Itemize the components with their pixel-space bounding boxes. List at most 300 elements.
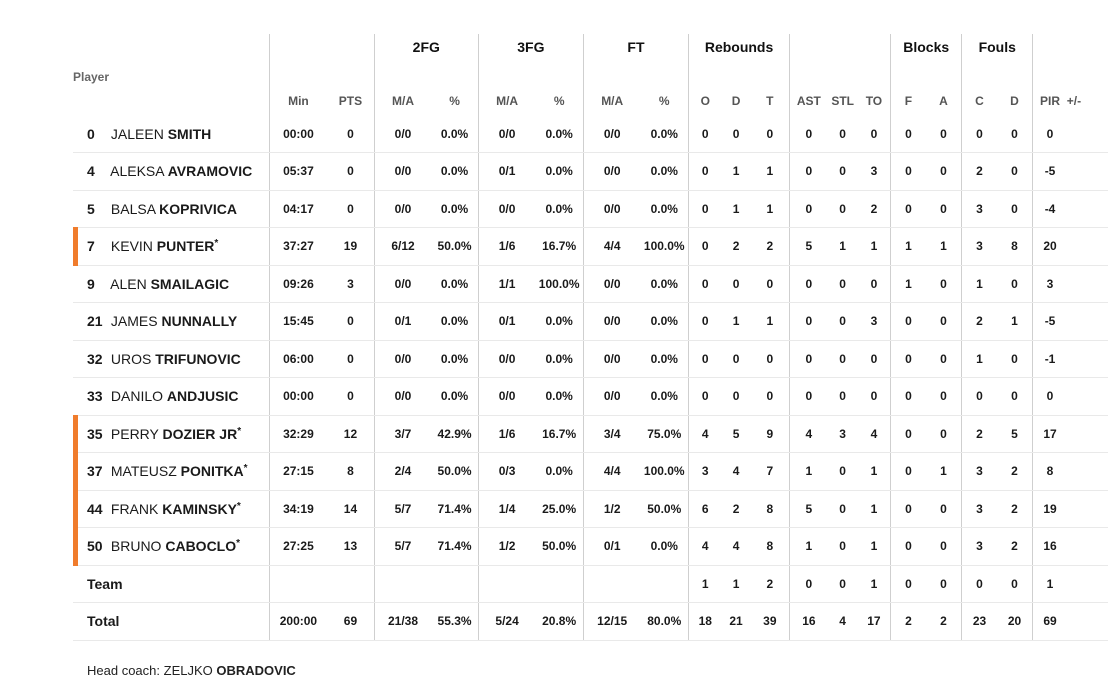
starter-indicator	[73, 527, 78, 566]
cell-to: 1	[858, 565, 891, 603]
cell-fg3-ma: 0/0	[478, 378, 535, 416]
col-blk-f[interactable]: F	[891, 60, 926, 115]
cell-reb-t: 2	[751, 565, 790, 603]
player-first-name: PERRY	[110, 425, 159, 442]
cell-reb-o: 0	[689, 190, 722, 228]
starter-asterisk: *	[237, 425, 242, 437]
player-last-name[interactable]: PONITKA	[180, 463, 244, 480]
cell-reb-d: 1	[722, 565, 751, 603]
cell-ft-ma: 3/4	[583, 415, 640, 453]
cell-fg3-ma: 0/0	[478, 190, 535, 228]
head-coach	[87, 663, 296, 678]
cell-blk-f: 0	[891, 528, 926, 566]
cell-fg2-ma: 2/4	[374, 453, 431, 491]
cell-blk-f: 0	[891, 378, 926, 416]
cell-reb-d: 4	[722, 528, 751, 566]
player-name-cell[interactable]	[73, 340, 269, 378]
cell-blk-a: 2	[926, 603, 962, 641]
player-row	[73, 265, 1108, 303]
cell-reb-t: 0	[751, 115, 790, 153]
cell-ft-ma: 0/0	[583, 303, 640, 341]
cell-fg3-pct: 20.8%	[535, 603, 583, 641]
col-reb-t[interactable]: T	[766, 94, 774, 108]
group-fouls: Fouls	[962, 34, 1033, 60]
cell-fg2-ma: 5/7	[374, 528, 431, 566]
player-row	[73, 115, 1108, 153]
player-name-cell[interactable]	[73, 453, 269, 491]
cell-reb-o: 1	[689, 565, 722, 603]
cell-reb-d: 0	[722, 378, 751, 416]
cell-ft-ma: 0/1	[583, 528, 640, 566]
cell-pts: 0	[327, 303, 374, 341]
cell-ast: 5	[790, 228, 828, 266]
cell-plus-minus	[1067, 490, 1108, 528]
cell-fg3-ma: 0/0	[478, 340, 535, 378]
cell-plus-minus	[1067, 415, 1108, 453]
cell-fg2-pct: 71.4%	[431, 490, 478, 528]
total-label: Total	[73, 603, 269, 641]
cell-reb-d: 1	[722, 153, 751, 191]
col-3fg-ma[interactable]: M/A	[478, 60, 535, 115]
starter-indicator	[73, 490, 78, 529]
player-first-name: BRUNO	[110, 538, 162, 555]
boxscore-container	[73, 34, 1108, 641]
cell-foul-c: 0	[962, 378, 997, 416]
col-2fg-pct[interactable]: %	[449, 94, 460, 108]
cell-foul-d: 5	[997, 415, 1033, 453]
player-name-cell[interactable]	[73, 190, 269, 228]
cell-blk-a: 0	[926, 565, 962, 603]
boxscore-table	[73, 34, 1108, 641]
cell-foul-c: 3	[962, 228, 997, 266]
cell-fg2-pct	[431, 565, 478, 603]
cell-ft-ma: 0/0	[583, 190, 640, 228]
player-name-cell[interactable]	[73, 378, 269, 416]
col-player[interactable]: Player	[73, 70, 110, 84]
cell-min: 200:00	[269, 603, 327, 641]
cell-to: 1	[858, 528, 891, 566]
cell-reb-t: 2	[751, 228, 790, 266]
cell-foul-c: 1	[962, 265, 997, 303]
cell-fg3-ma: 0/1	[478, 153, 535, 191]
cell-fg3-ma: 1/6	[478, 415, 535, 453]
cell-fg3-pct: 0.0%	[535, 190, 583, 228]
cell-pir: 19	[1033, 490, 1067, 528]
cell-stl: 0	[828, 153, 858, 191]
cell-foul-c: 0	[962, 115, 997, 153]
cell-ft-ma: 0/0	[583, 115, 640, 153]
cell-foul-c: 1	[962, 340, 997, 378]
player-row	[73, 228, 1108, 266]
player-last-name[interactable]: PUNTER	[156, 238, 215, 255]
cell-pts: 12	[327, 415, 374, 453]
col-ft-ma[interactable]: M/A	[583, 60, 640, 115]
cell-ft-pct: 100.0%	[640, 228, 688, 266]
cell-pts: 0	[327, 153, 374, 191]
player-first-name: FRANK	[110, 500, 159, 517]
player-row	[73, 303, 1108, 341]
cell-blk-f: 0	[891, 415, 926, 453]
col-pir[interactable]: PIR	[1033, 60, 1067, 115]
cell-stl: 0	[828, 303, 858, 341]
cell-plus-minus	[1067, 303, 1108, 341]
cell-fg3-pct: 100.0%	[535, 265, 583, 303]
cell-pir: 1	[1033, 565, 1067, 603]
player-number: 21	[87, 313, 103, 330]
cell-fg2-pct: 55.3%	[431, 603, 478, 641]
cell-plus-minus	[1067, 228, 1108, 266]
cell-reb-o: 18	[689, 603, 722, 641]
col-pts[interactable]: PTS	[338, 94, 363, 108]
cell-foul-d: 0	[997, 565, 1033, 603]
player-name-cell[interactable]	[73, 265, 269, 303]
cell-min: 06:00	[269, 340, 327, 378]
cell-blk-f: 0	[891, 190, 926, 228]
cell-foul-c: 3	[962, 190, 997, 228]
cell-to: 2	[858, 190, 891, 228]
cell-pts: 0	[327, 190, 374, 228]
starter-indicator	[73, 227, 78, 266]
cell-fg2-ma: 0/0	[374, 378, 431, 416]
group-rebounds: Rebounds	[689, 34, 790, 60]
cell-pts: 3	[327, 265, 374, 303]
cell-to: 3	[858, 303, 891, 341]
cell-ast: 0	[790, 190, 828, 228]
player-row	[73, 190, 1108, 228]
cell-pir: -5	[1033, 303, 1067, 341]
player-first-name: JALEEN	[110, 125, 164, 142]
player-name-cell[interactable]	[73, 415, 269, 453]
cell-min: 00:00	[269, 378, 327, 416]
cell-fg3-ma: 0/0	[478, 115, 535, 153]
cell-fg2-ma: 6/12	[374, 228, 431, 266]
cell-blk-f: 0	[891, 490, 926, 528]
starter-asterisk: *	[236, 538, 241, 550]
cell-ft-ma: 4/4	[583, 228, 640, 266]
cell-to: 17	[858, 603, 891, 641]
cell-ft-ma	[583, 565, 640, 603]
group-header-row	[73, 34, 1108, 60]
cell-blk-a: 0	[926, 153, 962, 191]
player-name-cell[interactable]	[73, 115, 269, 153]
cell-blk-a: 1	[926, 453, 962, 491]
cell-reb-o: 4	[689, 415, 722, 453]
cell-ft-pct: 0.0%	[640, 340, 688, 378]
cell-reb-o: 0	[689, 340, 722, 378]
starter-asterisk: *	[236, 500, 241, 512]
cell-foul-d: 0	[997, 340, 1033, 378]
cell-ft-ma: 0/0	[583, 340, 640, 378]
cell-pts: 0	[327, 378, 374, 416]
cell-plus-minus	[1067, 265, 1108, 303]
cell-pir: 69	[1033, 603, 1067, 641]
cell-pir: 16	[1033, 528, 1067, 566]
cell-fg2-ma: 0/1	[374, 303, 431, 341]
cell-pts: 8	[327, 453, 374, 491]
cell-fg2-pct: 0.0%	[431, 303, 478, 341]
col-to[interactable]: TO	[865, 94, 883, 108]
cell-fg2-ma: 0/0	[374, 340, 431, 378]
cell-fg3-pct: 0.0%	[535, 153, 583, 191]
cell-fg3-pct: 16.7%	[535, 415, 583, 453]
col-plus-minus[interactable]: +/-	[1066, 94, 1082, 108]
group-blocks: Blocks	[891, 34, 962, 60]
cell-reb-o: 3	[689, 453, 722, 491]
player-number: 0	[87, 125, 95, 142]
cell-reb-t: 1	[751, 303, 790, 341]
cell-foul-d: 8	[997, 228, 1033, 266]
cell-fg3-ma: 5/24	[478, 603, 535, 641]
cell-ast: 0	[790, 378, 828, 416]
cell-reb-t: 8	[751, 490, 790, 528]
cell-reb-d: 2	[722, 228, 751, 266]
cell-stl: 0	[828, 265, 858, 303]
col-stl[interactable]: STL	[831, 94, 854, 108]
player-name-cell[interactable]	[73, 153, 269, 191]
cell-ast: 0	[790, 340, 828, 378]
cell-reb-t: 8	[751, 528, 790, 566]
head-coach-last[interactable]: OBRADOVIC	[216, 663, 296, 678]
cell-reb-d: 1	[722, 303, 751, 341]
player-last-name[interactable]: ANDJUSIC	[166, 388, 239, 405]
cell-ft-ma: 0/0	[583, 153, 640, 191]
cell-reb-o: 4	[689, 528, 722, 566]
player-last-name[interactable]: AVRAMOVIC	[167, 163, 253, 180]
cell-foul-c: 2	[962, 153, 997, 191]
cell-ast: 1	[790, 453, 828, 491]
starter-asterisk: *	[214, 238, 219, 250]
cell-foul-c: 2	[962, 415, 997, 453]
cell-reb-d: 0	[722, 340, 751, 378]
cell-pir: 3	[1033, 265, 1067, 303]
cell-fg3-pct: 0.0%	[535, 303, 583, 341]
cell-pts	[327, 565, 374, 603]
cell-ft-pct: 80.0%	[640, 603, 688, 641]
player-first-name: KEVIN	[110, 238, 153, 255]
cell-plus-minus	[1067, 565, 1108, 603]
cell-plus-minus	[1067, 603, 1108, 641]
cell-min: 27:25	[269, 528, 327, 566]
col-3fg-pct[interactable]: %	[553, 94, 565, 108]
player-number: 44	[87, 500, 103, 517]
player-first-name: UROS	[110, 350, 152, 367]
cell-ft-pct: 100.0%	[640, 453, 688, 491]
cell-ast: 0	[790, 565, 828, 603]
cell-plus-minus	[1067, 378, 1108, 416]
cell-foul-d: 0	[997, 115, 1033, 153]
col-blk-a[interactable]: A	[939, 94, 948, 108]
player-name-cell[interactable]	[73, 228, 269, 266]
cell-fg2-pct: 0.0%	[431, 340, 478, 378]
cell-fg2-ma: 21/38	[374, 603, 431, 641]
cell-ft-pct: 0.0%	[640, 378, 688, 416]
cell-ft-pct: 75.0%	[640, 415, 688, 453]
col-2fg-ma[interactable]: M/A	[374, 60, 431, 115]
cell-min: 15:45	[269, 303, 327, 341]
player-row	[73, 340, 1108, 378]
cell-ast: 0	[790, 153, 828, 191]
cell-reb-d: 0	[722, 265, 751, 303]
cell-foul-c: 2	[962, 303, 997, 341]
player-last-name[interactable]: SMAILAGIC	[150, 275, 230, 292]
player-number: 32	[87, 350, 103, 367]
cell-fg2-pct: 50.0%	[431, 453, 478, 491]
cell-blk-f: 0	[891, 303, 926, 341]
cell-plus-minus	[1067, 528, 1108, 566]
cell-fg2-ma: 0/0	[374, 190, 431, 228]
cell-pir: 20	[1033, 228, 1067, 266]
player-name-cell[interactable]	[73, 303, 269, 341]
head-coach-label: Head coach:	[87, 663, 160, 678]
cell-ft-ma: 4/4	[583, 453, 640, 491]
col-reb-d[interactable]: D	[731, 94, 741, 108]
col-ast[interactable]: AST	[790, 60, 828, 115]
cell-fg3-ma: 1/6	[478, 228, 535, 266]
cell-to: 0	[858, 265, 891, 303]
cell-pir: -4	[1033, 190, 1067, 228]
player-last-name[interactable]: KAMINSKY	[162, 500, 237, 517]
cell-foul-d: 0	[997, 153, 1033, 191]
player-last-name[interactable]: KOPRIVICA	[159, 200, 237, 217]
cell-foul-c: 3	[962, 528, 997, 566]
cell-foul-d: 0	[997, 265, 1033, 303]
cell-ft-pct: 0.0%	[640, 528, 688, 566]
boxscore-body	[73, 115, 1108, 640]
cell-ft-ma: 1/2	[583, 490, 640, 528]
cell-reb-t: 0	[751, 340, 790, 378]
cell-min: 09:26	[269, 265, 327, 303]
cell-foul-d: 0	[997, 378, 1033, 416]
cell-pir: 17	[1033, 415, 1067, 453]
col-ft-pct[interactable]: %	[658, 94, 670, 108]
cell-blk-a: 1	[926, 228, 962, 266]
cell-stl: 0	[828, 490, 858, 528]
player-last-name[interactable]: CABOCLO	[165, 538, 237, 555]
cell-pts: 13	[327, 528, 374, 566]
cell-reb-d: 21	[722, 603, 751, 641]
cell-min: 04:17	[269, 190, 327, 228]
cell-to: 0	[858, 340, 891, 378]
cell-ft-pct: 50.0%	[640, 490, 688, 528]
cell-fg2-ma: 0/0	[374, 153, 431, 191]
cell-reb-t: 1	[751, 153, 790, 191]
cell-foul-d: 2	[997, 453, 1033, 491]
cell-reb-o: 0	[689, 228, 722, 266]
cell-reb-t: 9	[751, 415, 790, 453]
cell-blk-a: 0	[926, 490, 962, 528]
player-row	[73, 528, 1108, 566]
cell-fg3-ma: 1/2	[478, 528, 535, 566]
cell-blk-a: 0	[926, 528, 962, 566]
player-last-name[interactable]: TRIFUNOVIC	[155, 350, 241, 367]
cell-blk-f: 0	[891, 565, 926, 603]
cell-ast: 0	[790, 115, 828, 153]
cell-min	[269, 565, 327, 603]
cell-reb-d: 5	[722, 415, 751, 453]
cell-min: 00:00	[269, 115, 327, 153]
team-label: Team	[73, 565, 269, 603]
head-coach-first: ZELJKO	[163, 663, 213, 678]
cell-foul-d: 2	[997, 528, 1033, 566]
cell-to: 1	[858, 228, 891, 266]
cell-reb-o: 0	[689, 115, 722, 153]
cell-blk-a: 0	[926, 415, 962, 453]
player-last-name[interactable]: DOZIER JR	[162, 425, 238, 442]
col-foul-c[interactable]: C	[962, 60, 997, 115]
cell-foul-d: 0	[997, 190, 1033, 228]
cell-stl: 0	[828, 115, 858, 153]
cell-stl: 1	[828, 228, 858, 266]
player-first-name: BALSA	[110, 200, 156, 217]
player-name-cell[interactable]	[73, 490, 269, 528]
cell-stl: 3	[828, 415, 858, 453]
cell-foul-d: 1	[997, 303, 1033, 341]
cell-foul-d: 20	[997, 603, 1033, 641]
cell-stl: 0	[828, 340, 858, 378]
col-foul-d[interactable]: D	[1010, 94, 1019, 108]
cell-plus-minus	[1067, 115, 1108, 153]
cell-foul-d: 2	[997, 490, 1033, 528]
cell-to: 0	[858, 378, 891, 416]
cell-blk-a: 0	[926, 378, 962, 416]
cell-fg3-ma: 0/1	[478, 303, 535, 341]
player-name-cell[interactable]	[73, 528, 269, 566]
cell-reb-d: 4	[722, 453, 751, 491]
player-first-name: ALEKSA	[110, 163, 164, 180]
player-number: 33	[87, 388, 103, 405]
cell-fg3-pct: 0.0%	[535, 378, 583, 416]
cell-ft-pct	[640, 565, 688, 603]
cell-foul-c: 3	[962, 490, 997, 528]
cell-fg3-pct: 25.0%	[535, 490, 583, 528]
cell-plus-minus	[1067, 453, 1108, 491]
cell-reb-d: 2	[722, 490, 751, 528]
cell-fg2-ma: 3/7	[374, 415, 431, 453]
cell-blk-a: 0	[926, 303, 962, 341]
cell-reb-o: 0	[689, 303, 722, 341]
cell-fg2-pct: 0.0%	[431, 153, 478, 191]
cell-min: 32:29	[269, 415, 327, 453]
cell-blk-a: 0	[926, 340, 962, 378]
cell-to: 1	[858, 490, 891, 528]
cell-min: 05:37	[269, 153, 327, 191]
col-min[interactable]: Min	[269, 60, 327, 115]
cell-pts: 14	[327, 490, 374, 528]
cell-blk-a: 0	[926, 265, 962, 303]
col-reb-o[interactable]: O	[689, 60, 722, 115]
player-last-name[interactable]: SMITH	[167, 125, 212, 142]
cell-pir: 0	[1033, 378, 1067, 416]
cell-fg3-ma: 0/3	[478, 453, 535, 491]
group-3fg: 3FG	[478, 34, 583, 60]
cell-ft-ma: 0/0	[583, 378, 640, 416]
player-row	[73, 153, 1108, 191]
cell-stl: 0	[828, 378, 858, 416]
cell-ast: 0	[790, 265, 828, 303]
player-last-name[interactable]: NUNNALLY	[161, 313, 238, 330]
column-header-row	[73, 60, 1108, 115]
player-row	[73, 378, 1108, 416]
cell-foul-c: 23	[962, 603, 997, 641]
cell-reb-d: 0	[722, 115, 751, 153]
cell-reb-t: 0	[751, 378, 790, 416]
cell-reb-t: 1	[751, 190, 790, 228]
cell-min: 37:27	[269, 228, 327, 266]
cell-fg3-ma	[478, 565, 535, 603]
cell-reb-t: 39	[751, 603, 790, 641]
cell-plus-minus	[1067, 153, 1108, 191]
cell-pir: 8	[1033, 453, 1067, 491]
